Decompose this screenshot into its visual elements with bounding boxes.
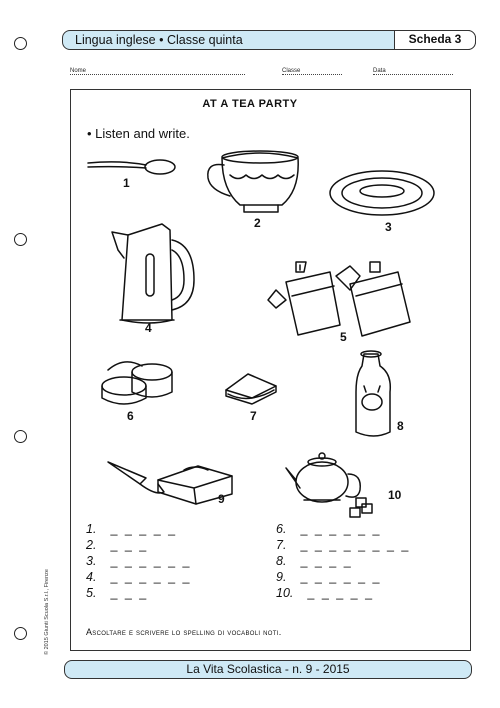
answer-row[interactable] xyxy=(276,538,410,552)
picture-number-9: 9 xyxy=(218,492,225,506)
answer-row[interactable] xyxy=(86,538,148,552)
teapot-illustration xyxy=(286,453,372,517)
answer-blanks: _ _ _ _ _ _ xyxy=(110,554,192,568)
answer-blanks: _ _ _ xyxy=(110,586,149,600)
answer-row[interactable] xyxy=(86,586,148,600)
butter-knife-illustration xyxy=(108,462,232,504)
answer-number: 10. xyxy=(276,586,294,600)
answer-blanks: _ _ _ _ _ xyxy=(307,586,375,600)
plate-illustration xyxy=(330,171,434,215)
answer-number: 9. xyxy=(276,570,287,584)
answer-row[interactable] xyxy=(86,570,192,584)
sandwich-illustration xyxy=(226,374,276,404)
picture-number-1: 1 xyxy=(123,176,130,190)
footer-banner: La Vita Scolastica - n. 9 - 2015 xyxy=(64,660,472,679)
picture-number-10: 10 xyxy=(388,488,402,502)
class-label: Classe xyxy=(282,68,301,74)
answer-row[interactable] xyxy=(276,522,382,536)
answer-blanks: _ _ _ _ _ _ xyxy=(300,570,382,584)
worksheet-instruction: • Listen and write. xyxy=(87,126,190,141)
picture-number-7: 7 xyxy=(250,409,257,423)
answer-row[interactable] xyxy=(276,570,382,584)
answer-blanks: _ _ _ _ _ _ _ _ xyxy=(300,538,411,552)
subject-label: Lingua inglese • Classe quinta xyxy=(75,33,243,47)
answer-number: 1. xyxy=(86,522,97,536)
answer-blanks: _ _ _ xyxy=(110,538,149,552)
teabags-illustration xyxy=(268,262,410,336)
answer-number: 8. xyxy=(276,554,287,568)
picture-number-2: 2 xyxy=(254,216,261,230)
picture-number-3: 3 xyxy=(385,220,392,234)
picture-number-6: 6 xyxy=(127,409,134,423)
answer-row[interactable] xyxy=(86,522,177,536)
answer-row[interactable] xyxy=(276,554,353,568)
kettle-illustration xyxy=(112,224,194,323)
date-label: Data xyxy=(373,68,386,74)
picture-number-8: 8 xyxy=(397,419,404,433)
answer-number: 7. xyxy=(276,538,287,552)
answer-row[interactable] xyxy=(86,554,192,568)
sheet-label: Scheda 3 xyxy=(394,30,476,50)
spoon-illustration xyxy=(88,160,175,174)
picture-number-5: 5 xyxy=(340,330,347,344)
worksheet-title: AT A TEA PARTY xyxy=(202,98,298,110)
answer-number: 5. xyxy=(86,586,97,600)
name-label: Nome xyxy=(70,68,87,74)
teacher-note: Ascoltare e scrivere lo spelling di vocaboli noti. xyxy=(86,627,282,637)
answer-number: 3. xyxy=(86,554,97,568)
answer-row[interactable] xyxy=(276,586,374,600)
answer-number: 6. xyxy=(276,522,287,536)
answer-number: 2. xyxy=(86,538,97,552)
scones-illustration xyxy=(102,362,172,404)
answer-number: 4. xyxy=(86,570,97,584)
answer-blanks: _ _ _ _ _ _ xyxy=(110,570,192,584)
answer-blanks: _ _ _ _ _ xyxy=(110,522,178,536)
picture-number-4: 4 xyxy=(145,321,152,335)
copyright-notice: © 2015 Giunti Scuola S.r.l., Firenze xyxy=(44,569,50,655)
answer-blanks: _ _ _ _ _ _ xyxy=(300,522,382,536)
milk-bottle-illustration xyxy=(356,351,390,436)
answer-blanks: _ _ _ _ xyxy=(300,554,353,568)
cup-illustration xyxy=(208,151,298,212)
